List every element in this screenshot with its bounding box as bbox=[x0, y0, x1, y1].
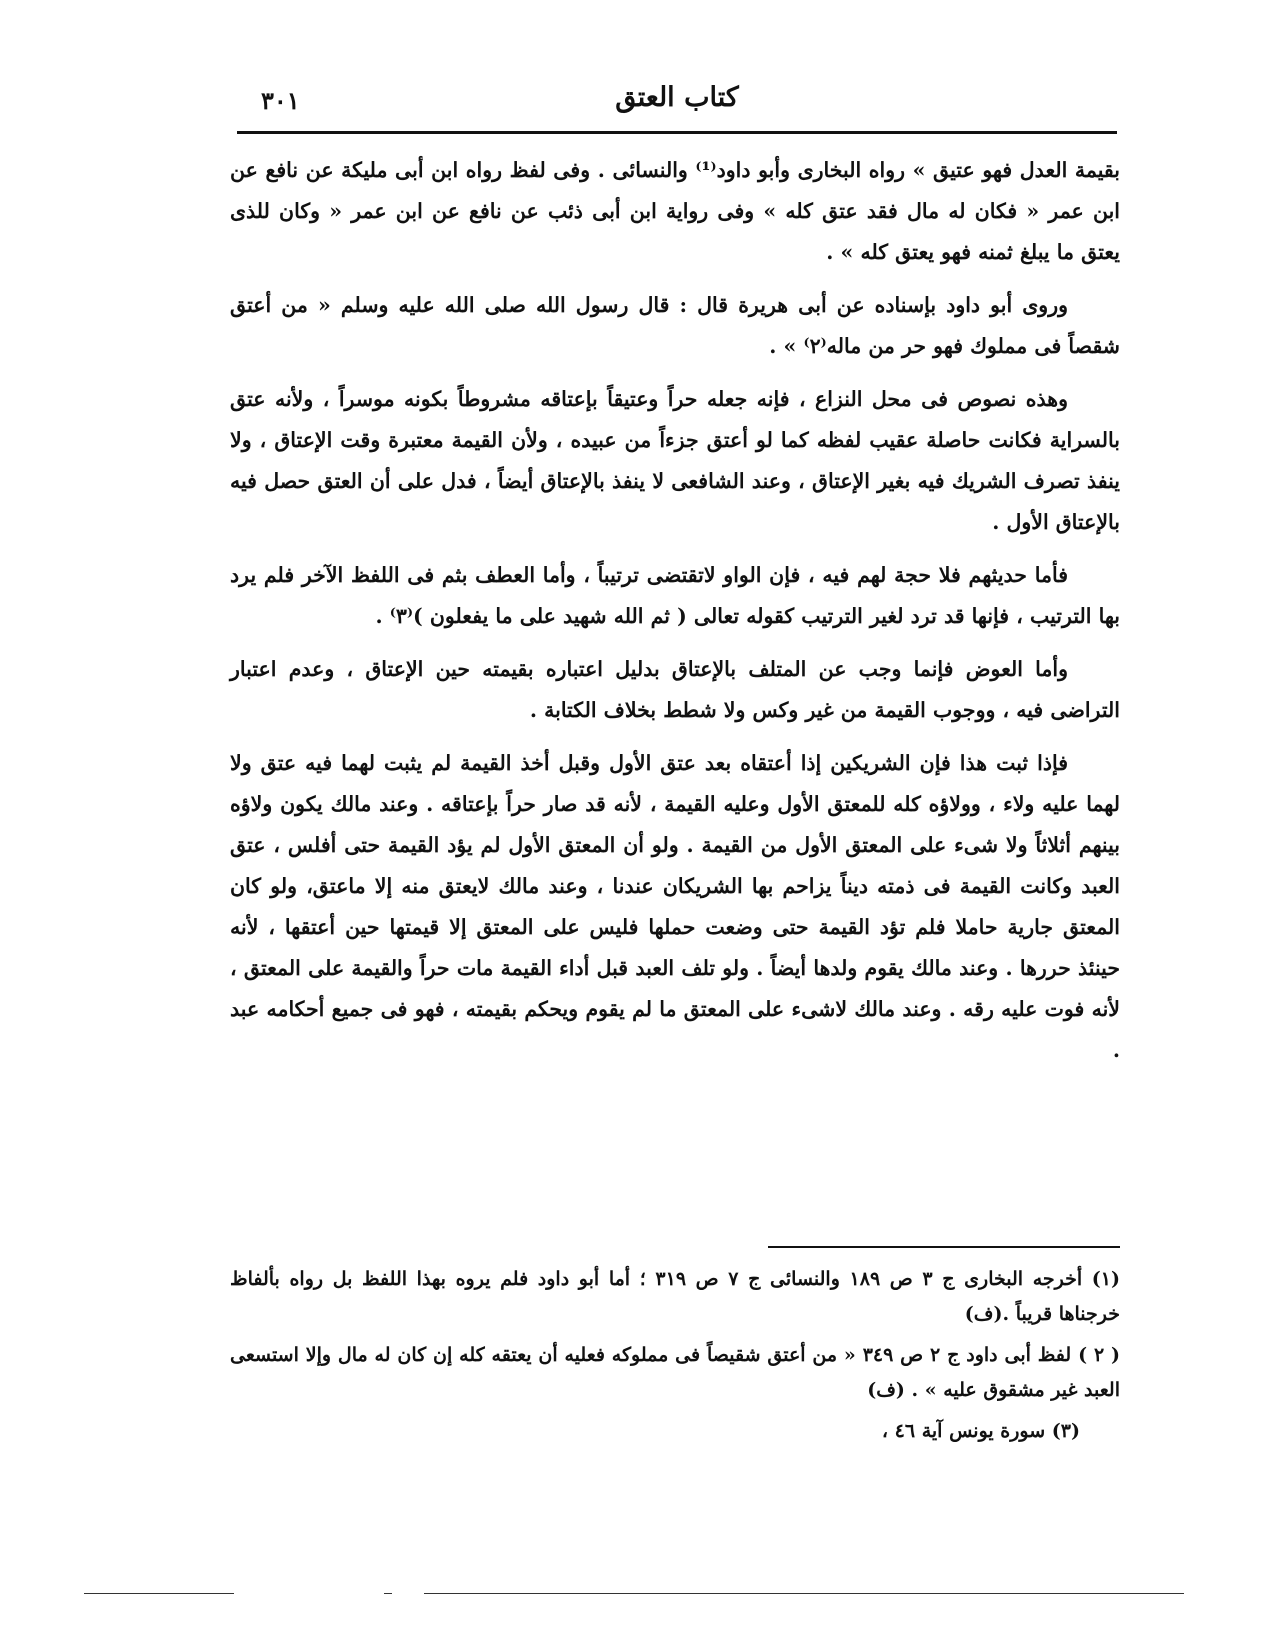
footnotes bbox=[230, 1262, 1120, 1455]
chapter-title: كتاب العتق bbox=[615, 82, 739, 113]
paragraph: بقيمة العدل فهو عتيق » رواه البخارى وأبو داود⁽¹⁾ والنسائى . وفى لفظ رواه ابن أبى مليكة عن نافع عن ابن عمر « فكان له مال فقد عتق كله » وفى رواية ابن أبى ذئب عن نافع عن ابن عمر « وكان للذى يعتق ما يبلغ ثمنه فهو يعتق كله » . bbox=[230, 158, 1120, 264]
scan-edge-line bbox=[384, 1593, 392, 1594]
footnote: (١) أخرجه البخارى ج ٣ ص ١٨٩ والنسائى ج ٧ ص ٣١٩ ؛ أما أبو داود فلم يروه بهذا اللفظ بل رواه بألفاظ خرجناها قريباً .(ف) bbox=[230, 1268, 1120, 1325]
footnote-rule bbox=[768, 1246, 1120, 1248]
paragraph: فأما حديثهم فلا حجة لهم فيه ، فإن الواو لاتقتضى ترتيباً ، وأما العطف بثم فى اللفظ الآخر فلم يرد بها الترتيب ، فإنها قد ترد لغير الترتيب كقوله تعالى ( ثم الله شهيد على ما يفعلون )⁽٣⁾ . bbox=[230, 563, 1120, 628]
scan-edge-line bbox=[84, 1593, 234, 1594]
page-header bbox=[237, 78, 1117, 128]
paragraph: وهذه نصوص فى محل النزاع ، فإنه جعله حراً وعتيقاً بإعتاقه مشروطاً بكونه موسراً ، ولأنه عتق بالسراية فكانت حاصلة عقيب لفظه كما لو أعتق جزءاً من عبيده ، ولأن القيمة معتبرة وقت الإعتاق ، ولا ينفذ تصرف الشريك فيه بغير الإعتاق ، وعند الشافعى لا ينفذ بالإعتاق أيضاً ، فدل على أن العتق حصل فيه بالإعتاق الأول . bbox=[230, 387, 1120, 534]
paragraph: فإذا ثبت هذا فإن الشريكين إذا أعتقاه بعد عتق الأول وقبل أخذ القيمة لم يثبت لهما فيه عتق ولا لهما عليه ولاء ، وولاؤه كله للمعتق الأول وعليه القيمة ، لأنه قد صار حراً بإعتاقه . وعند مالك يكون ولاؤه بينهم أثلاثاً ولا شىء على المعتق الأول من القيمة . ولو أن المعتق الأول لم يؤد القيمة حتى أفلس ، عتق العبد وكانت القيمة فى ذمته ديناً يزاحم بها الشريكان عندنا ، وعند مالك لايعتق منه إلا ماعتق، ولو كان المعتق جارية حاملا فلم تؤد القيمة حتى وضعت حملها فليس على المعتق إلا قيمتها حين أعتقها ، لأنه حينئذ حررها . وعند مالك يقوم ولدها أيضاً . ولو تلف العبد قبل أداء القيمة مات حراً والقيمة على المعتق ، لأنه فوت عليه رقه . وعند مالك لاشىء على المعتق ما لم يقوم ويحكم بقيمته ، فهو فى جميع أحكامه عبد . bbox=[230, 751, 1120, 1062]
paragraph: وروى أبو داود بإسناده عن أبى هريرة قال : قال رسول الله صلى الله عليه وسلم « من أعتق شقصاً فى مملوك فهو حر من ماله⁽٢⁾ » . bbox=[230, 293, 1120, 358]
footnote: ( ٢ ) لفظ أبى داود ج ٢ ص ٣٤٩ « من أعتق شقيصاً فى مملوكه فعليه أن يعتقه كله إن كان له مال وإلا استسعى العبد غير مشقوق عليه » . (ف) bbox=[230, 1344, 1121, 1401]
paragraph: وأما العوض فإنما وجب عن المتلف بالإعتاق بدليل اعتباره بقيمته حين الإعتاق ، وعدم اعتبار التراضى فيه ، ووجوب القيمة من غير وكس ولا شطط بخلاف الكتابة . bbox=[230, 657, 1120, 722]
footnote: (٣) سورة يونس آية ٤٦ ، bbox=[881, 1420, 1080, 1442]
page-number: ٣٠١ bbox=[261, 86, 300, 115]
scan-edge-line bbox=[424, 1593, 1184, 1594]
main-text bbox=[230, 150, 1120, 1083]
header-rule bbox=[237, 131, 1117, 134]
